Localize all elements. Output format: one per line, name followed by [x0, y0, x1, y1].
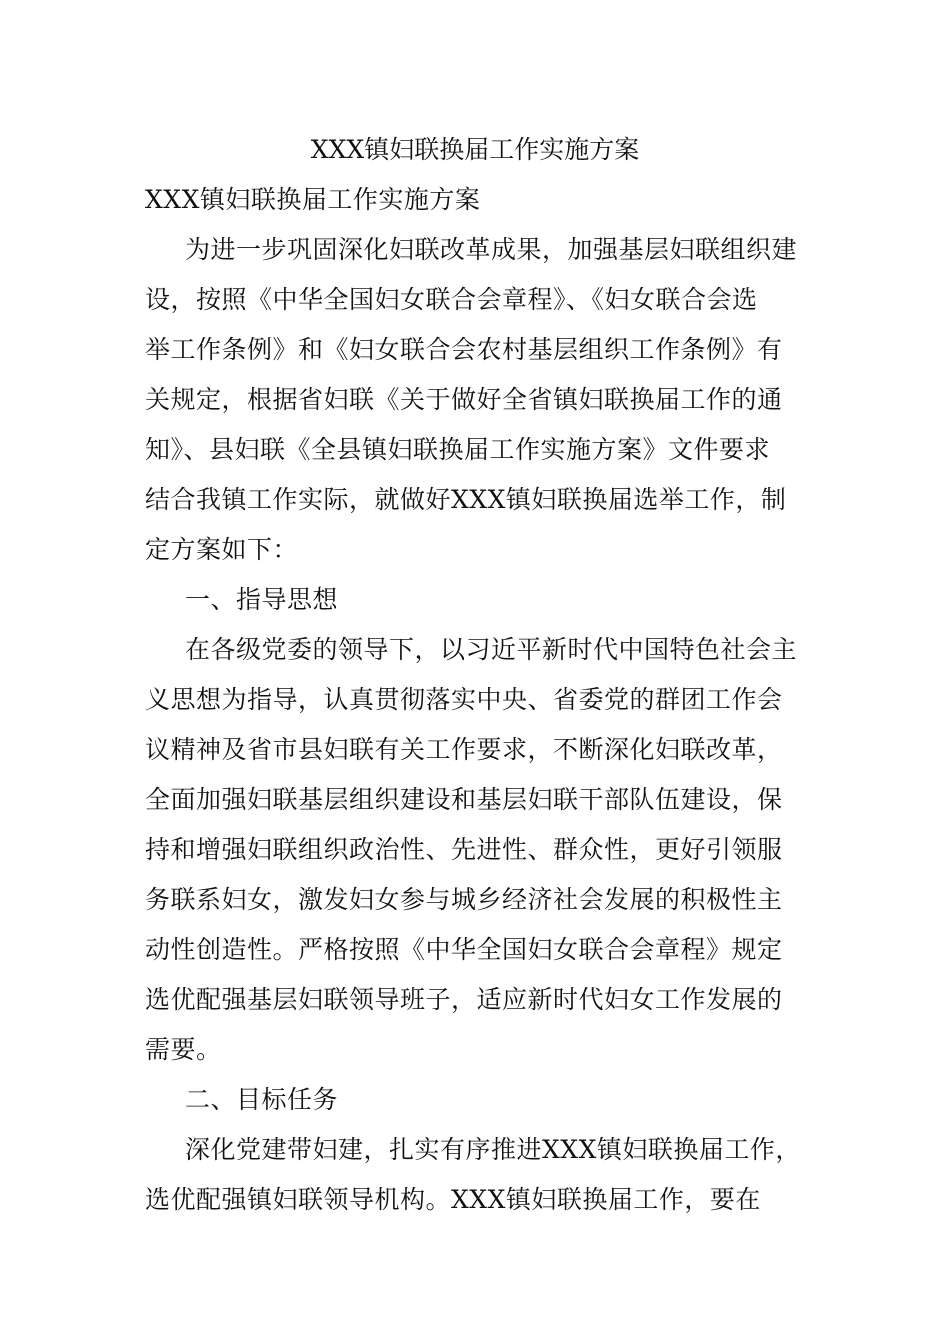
- paragraph-line: 持和增强妇联组织政治性、先进性、群众性，更好引领服: [145, 835, 783, 864]
- section-heading: 一、指导思想: [185, 585, 339, 614]
- paragraph-line: 知》、县妇联《全县镇妇联换届工作实施方案》文件要求: [145, 435, 771, 464]
- document-title: XXX镇妇联换届工作实施方案: [310, 135, 640, 164]
- section-heading: 二、目标任务: [185, 1085, 339, 1114]
- paragraph-line: 议精神及省市县妇联有关工作要求，不断深化妇联改革，: [145, 735, 783, 764]
- paragraph-line: 在各级党委的领导下，以习近平新时代中国特色社会主: [185, 635, 798, 664]
- paragraph-line: 动性创造性。严格按照《中华全国妇女联合会章程》规定: [145, 935, 783, 964]
- paragraph-line: 为进一步巩固深化妇联改革成果，加强基层妇联组织建: [185, 235, 798, 264]
- paragraph-line: 需要。: [145, 1035, 222, 1064]
- paragraph-line: 务联系妇女，激发妇女参与城乡经济社会发展的积极性主: [145, 885, 783, 914]
- paragraph-line: 举工作条例》和《妇女联合会农村基层组织工作条例》有: [145, 335, 783, 364]
- paragraph-line: 设，按照《中华全国妇女联合会章程》、《妇女联合会选: [145, 285, 758, 314]
- paragraph-line: 选优配强镇妇联领导机构。XXX镇妇联换届工作，要在: [145, 1185, 761, 1214]
- paragraph-line: 义思想为指导，认真贯彻落实中央、省委党的群团工作会: [145, 685, 783, 714]
- paragraph-line: 全面加强妇联基层组织建设和基层妇联干部队伍建设，保: [145, 785, 783, 814]
- paragraph-line: 选优配强基层妇联领导班子，适应新时代妇女工作发展的: [145, 985, 783, 1014]
- paragraph-line: 深化党建带妇建，扎实有序推进XXX镇妇联换届工作，: [185, 1135, 801, 1164]
- paragraph-line: 结合我镇工作实际，就做好XXX镇妇联换届选举工作，制: [145, 485, 787, 514]
- subtitle-line: XXX镇妇联换届工作实施方案: [145, 185, 481, 214]
- paragraph-line: 定方案如下：: [145, 535, 299, 564]
- paragraph-line: 关规定，根据省妇联《关于做好全省镇妇联换届工作的通: [145, 385, 783, 414]
